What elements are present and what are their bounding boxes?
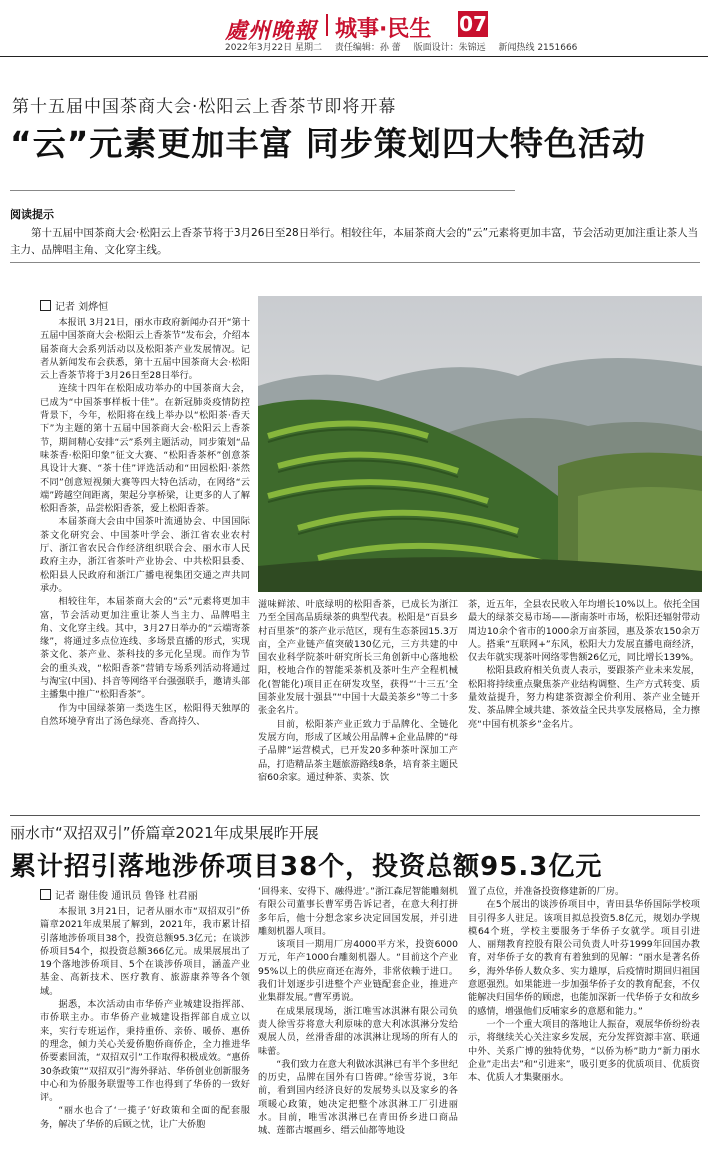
masthead-rule [0,56,708,57]
paragraph: 相较往年，本届茶商大会的“云”元素将更加丰富，节会活动更加注重让茶人当主力、品牌唱主角、文化穿主线。其中，3月27日举办的“云端寄茶缘”，将通过多点位连线、多场景直播的形式，实现茶文化、茶产业、茶科技的多元化呈现。而作为节会的重头戏，“松阳香茶”营销专场系列活动将通过与淘宝(中国)、抖音等网络平台强强联手，邀请头部主播集中推广“松阳香茶”。 [40,596,250,701]
paragraph: 一个一个重大项目的落地让人振奋，观展华侨纷纷表示，将继续关心关注家乡发展，充分发挥资源丰富、联通中外、关系广博的独特优势，“以侨为桥”助力“新力丽水企业”走出去”和“引进来”，吸引更多的优质项目、优质资本、优质人才集聚丽水。 [468,1018,700,1084]
paragraph: 滋味鲜浓、叶底绿明的松阳香茶，已成长为浙江乃至全国高品质绿茶的典型代表。松阳是“百县乡村百里茶”的茶产业示范区，现有生态茶园15.3万亩，全产业链产值突破130亿元，三方共建的中国农业科学院茶叶研究所长三角创新中心落地松阳，校地合作的智能采茶机及茶叶生产全程机械化(智能化)项目正在研发攻坚，获得“‘十三五’全国茶业发展十强县”“中国十大最美茶乡”等二十多张金名片。 [258,599,458,717]
article2-column-2 [258,885,458,1138]
paragraph: 本报讯 3月21日，记者从丽水市“双招双引”侨篇章2021年成果展了解到，2021年，我市累计招引落地涉侨项目38个，投资总额95.3亿元；在谈涉侨项目54个，拟投资总额366亿元。成果展展出了19个落地涉侨项目、5个在谈涉侨项目，涵盖产业基金、高新技术、医疗教育、旅游康养等各个领域。 [40,906,250,997]
article1-kicker: 第十五届中国茶商大会·松阳云上香茶节即将开幕 [12,97,397,117]
lead-text: 第十五届中国茶商大会·松阳云上香茶节将于3月26日至28日举行。相较往年，本届茶商大会的“云”元素将更加丰富，节会活动更加注重让茶人当主力、品牌唱主角、文化穿主线。 [10,227,699,256]
article1-byline [40,298,108,313]
paragraph: “丽水也合了‘一揽子’好政策和全面的配套服务，解决了华侨的后顾之忧，让广大侨胞 [40,1105,250,1130]
article1-byline-text: 记者 刘烨恒 [55,302,109,313]
section-title: 城事·民生 [335,17,432,42]
lead-divider-bottom [10,262,700,263]
paragraph: 该项目一期用厂房4000平方米，投资6000万元，年产1000台雕刻机器人。“目前这个产业95%以上的供应商还在海外，非常依赖于进口。我们计划逐步引进整个产业链配套企业，推进产业集群发展。”曹军勇说。 [258,939,458,1004]
lead-label: 阅读提示 [10,208,54,221]
byline-box-icon [40,889,51,900]
paragraph: 茶，近五年，全县农民收入年均增长10%以上。依托全国最大的绿茶交易市场——浙南茶叶市场，松阳还辐射带动周边10余个省市的1000余万亩茶园，惠及茶农150余万人。搭乘“互联网+”东风，松阳大力发展直播电商经济，仅去年就实现茶叶网络零售额26亿元，同比增长139%。 [468,599,700,664]
article1-headline: “云”元素更加丰富 同步策划四大特色活动 [10,124,646,163]
byline-box-icon [40,300,51,311]
article1-column-2 [258,598,458,784]
issue-info [225,40,587,53]
article2-divider [10,815,700,816]
article2-byline [40,887,198,902]
masthead-divider [326,14,328,36]
page-number: 07 [459,12,487,36]
paragraph: 在成果展现场，浙江唯雪冰淇淋有限公司负责人徐雪芬将意大利原味的意大利冰淇淋分发给观展人员，丝滑香甜的冰淇淋让现场的所有人的味蕾。 [258,1005,458,1057]
article1-column-3 [468,598,700,731]
tea-terrace-photo [258,296,702,592]
article2-headline: 累计招引落地涉侨项目38个，投资总额95.3亿元 [10,852,603,882]
article1-column-1 [40,316,250,728]
article2-byline-text: 记者 谢佳俊 通讯员 鲁锋 杜君丽 [55,891,198,902]
paragraph: 本届茶商大会由中国茶叶流通协会、中国国际茶文化研究会、中国茶叶学会、浙江省农业农村厅、浙江省农民合作经济组织联合会、丽水市人民政府主办，浙江省茶叶产业协会、中共松阳县委、松阳县人民政府和浙江广播电视集团交通之声共同承办。 [40,516,250,594]
paragraph: 本报讯 3月21日，丽水市政府新闻办召开“第十五届中国茶商大会·松阳云上香茶节”发布会，介绍本届茶商大会系列活动以及松阳茶产业发展情况。记者从新闻发布会获悉，第十五届中国茶商大会·松阳云上香茶节将于3月26日至28日举行。 [40,317,250,382]
paragraph: “我们致力在意大利做冰淇淋已有半个多世纪的历史，品牌在国外有口皆碑。”徐雪芬说，3年前，看到国内经济良好的发展势头以及家乡的各项暖心政策，她决定把整个冰淇淋工厂引进丽水。目前，唯雪冰淇淋已在青田侨乡进口商品城、莲都古堰画乡、缙云仙都等地设 [258,1058,458,1137]
lead-divider [10,190,515,191]
newspaper-logo: 處州晚報 [225,18,318,44]
paragraph: ‘回得来、安得下、融得进’。”浙江森尼智能雕刻机有限公司董事长曹军勇告诉记者，在意大利打拼多年后，他十分想念家乡决定回国发展，并引进雕刻机器人项目。 [258,886,458,937]
paragraph: 目前，松阳茶产业正致力于品牌化、全链化发展方向，形成了区域公用品牌+企业品牌的“母子品牌”运营模式，已开发20多种茶叶深加工产品，打造精品茶主题旅游路线8条，培育茶主题民宿60余家。通过种茶、卖茶、饮 [258,718,458,783]
issue-date: 2022年3月22日 星期二 [225,43,322,53]
paragraph: 作为中国绿茶第一类选生区，松阳得天独厚的自然环境孕育出了汤色绿亮、香高持久、 [40,702,250,727]
issue-designer: 版面设计：朱锦远 [413,43,486,53]
paragraph: 据悉，本次活动由市华侨产业城建设指挥部、市侨联主办。市华侨产业城建设指挥部自成立以来，实行专班运作，秉持重侨、亲侨、暖侨、惠侨的理念，倾力关心关爱侨胞侨商侨企，全力推进华侨要素回流，“双招双引”工作取得积极成效。“惠侨30条政策”“双招双引”海外驿站、华侨创业创新服务中心和为侨服务联盟等工作也得到了华侨的一致好评。 [40,999,250,1104]
article2-column-3 [468,885,700,1084]
issue-hotline: 新闻热线 2151666 [498,43,578,53]
paragraph: 置了点位，并准备投资修建新的厂房。 [468,886,625,897]
article2-column-1 [40,905,250,1131]
article2-kicker: 丽水市“双招双引”侨篇章2021年成果展昨开展 [10,824,319,842]
paragraph: 连续十四年在松阳成功举办的中国茶商大会，已成为“中国茶事样板十佳”。在新冠肺炎疫情防控背景下，今年，松阳将在线上举办以“松阳茶·香天下”为主题的第十五届中国茶商大会·松阳云上香茶节，期间精心安排“云”系列主题活动，同步策划“品味茶香·松阳印象”征文大赛、“松阳香茶杯”创意茶具设计大赛、“茶十佳”评选活动和“田园松阳·茶然不同”创意短视频大赛等四大特色活动，在网络“云端”跨越空间距离，架起分享桥梁，让更多的人了解松阳香茶，品尝松阳香茶，爱上松阳香茶。 [40,383,250,515]
tea-terrace-image [258,296,702,592]
issue-editor: 责任编辑：孙 蕾 [334,43,401,53]
paragraph: 在5个展出的谈涉侨项目中，青田县华侨国际学校项目引得多人驻足。该项目拟总投资5.8亿元，规划办学规模64个班，学校主要服务于华侨子女就学。项目引进人、丽翔教育控股有限公司负责人叶芬1999年回国办教育，对华侨子女的教育有着独到的见解：“丽水是著名侨乡，海外华侨人数众多、实力雄厚，后疫情时期回归祖国意愿强烈。如果能进一步加强华侨子女的教育配套，不仅能解决归国华侨的顾虑，也能加深新一代华侨子女和故乡的感情，增强他们反哺家乡的意愿和能力。” [468,899,700,1017]
paragraph: 松阳县政府相关负责人表示，要跟茶产业未来发展，松阳将持续重点聚焦茶产业结构调整、生产方式转变、质量效益提升，努力构建茶资源全价利用、茶产业全链开发、茶品牌全域共建、茶效益全民共享发展格局，全力擦亮“中国有机茶乡”金名片。 [468,665,700,730]
